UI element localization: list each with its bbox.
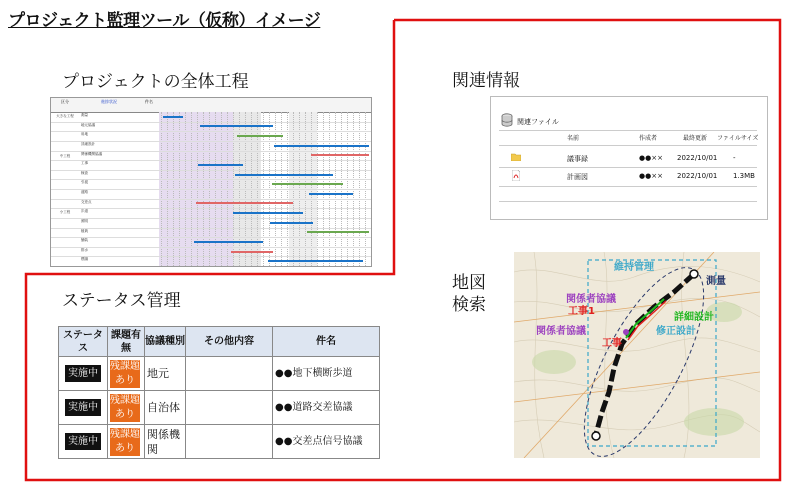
gantt-row-divider <box>51 122 371 123</box>
gantt-row-divider <box>51 266 371 267</box>
gantt-group-label: 小工程 <box>59 210 71 214</box>
divider <box>499 186 757 187</box>
file-author: ●●×× <box>639 154 663 162</box>
gantt-row-divider <box>51 131 371 132</box>
col-header-agency[interactable]: 協議種別 <box>145 327 186 357</box>
file-name[interactable]: 議事録 <box>567 155 588 163</box>
map-annotation-works1: 工事1 <box>568 306 595 317</box>
gantt-row-label: 関係機関協議 <box>81 151 102 156</box>
pdf-icon <box>512 170 520 181</box>
gantt-row-label: 引渡 <box>81 180 88 185</box>
related-files-panel[interactable] <box>490 96 768 220</box>
gantt-bar[interactable] <box>270 222 313 224</box>
gantt-row-label: 測量 <box>81 113 88 117</box>
gantt-row-divider <box>51 237 371 238</box>
gantt-group-label: 中工程 <box>59 154 71 158</box>
other-cell <box>186 425 273 459</box>
gantt-bar[interactable] <box>194 241 263 243</box>
map-annotation-survey: 測量 <box>706 276 726 287</box>
gantt-header-progress: 進捗状況 <box>101 99 117 104</box>
file-size: 1.3MB <box>733 172 755 180</box>
col-header-name[interactable]: 名前 <box>567 135 580 142</box>
map-view[interactable] <box>514 252 760 458</box>
status-table <box>58 326 380 459</box>
subject-cell[interactable]: ●●交差点信号協議 <box>273 425 380 459</box>
divider <box>499 201 757 202</box>
status-section-label: ステータス管理 <box>62 291 181 311</box>
col-header-issue[interactable]: 課題有無 <box>108 327 145 357</box>
gantt-row-label: 工事 <box>81 161 88 166</box>
gantt-row-divider <box>51 141 371 142</box>
divider <box>499 130 757 131</box>
status-badge: 実施中 <box>65 365 101 382</box>
agency-cell: 自治体 <box>145 391 186 425</box>
gantt-bar[interactable] <box>272 183 343 185</box>
gantt-row-label: 標識 <box>81 257 88 262</box>
file-updated: 2022/10/01 <box>677 172 718 180</box>
map-annotation-works2: 工事 <box>602 338 622 349</box>
gantt-bar[interactable] <box>196 202 293 204</box>
file-updated: 2022/10/01 <box>677 154 718 162</box>
agency-cell: 関係機関 <box>145 425 186 459</box>
gantt-bar[interactable] <box>307 231 369 233</box>
gantt-row-divider <box>51 247 371 248</box>
issue-badge: 残課題あり <box>110 360 140 386</box>
gantt-row-divider <box>51 208 371 209</box>
file-author: ●●×× <box>639 172 663 180</box>
gantt-row-divider <box>51 256 371 257</box>
issue-badge: 残課題あり <box>110 428 140 454</box>
col-header-status[interactable]: ステータス <box>59 327 108 357</box>
gantt-group-label: 大きな工程 <box>56 114 74 118</box>
gantt-row-label: 舗装 <box>81 238 88 243</box>
folder-icon <box>511 153 521 161</box>
map-label-line2: 検索 <box>452 295 486 315</box>
gantt-bar[interactable] <box>163 116 183 118</box>
file-size: - <box>733 154 736 162</box>
col-header-subject[interactable]: 件名 <box>273 327 380 357</box>
gantt-row-label: 歩道 <box>81 209 88 214</box>
gantt-row-divider <box>51 179 371 180</box>
table-row[interactable] <box>59 425 380 459</box>
subject-cell[interactable]: ●●道路交差協議 <box>273 391 380 425</box>
gantt-section-label: プロジェクトの全体工程 <box>62 72 249 92</box>
related-folder-name[interactable]: 関連ファイル <box>517 118 559 126</box>
map-annotation-correction: 修正設計 <box>656 326 696 337</box>
gantt-bar[interactable] <box>268 260 363 262</box>
col-header-author[interactable]: 作成者 <box>639 135 658 142</box>
divider <box>499 145 757 146</box>
col-header-other[interactable]: その他内容 <box>186 327 273 357</box>
gantt-header-name: 件名 <box>145 99 153 104</box>
file-row[interactable] <box>505 151 759 167</box>
gantt-bar[interactable] <box>233 212 303 214</box>
gantt-bar[interactable] <box>235 174 333 176</box>
related-section-label: 関連情報 <box>452 71 520 91</box>
gantt-row-label: 用地 <box>81 132 88 137</box>
gantt-chart[interactable] <box>50 97 372 267</box>
issue-badge: 残課題あり <box>110 394 140 420</box>
gantt-row-label: 詳細設計 <box>81 141 95 146</box>
gantt-row-label: 道路 <box>81 190 88 194</box>
agency-cell: 地元 <box>145 357 186 391</box>
gantt-row-label: 排水 <box>81 247 88 252</box>
table-row[interactable] <box>59 391 380 425</box>
map-annotation-design: 詳細設計 <box>674 312 714 323</box>
database-icon <box>501 113 513 127</box>
col-header-updated[interactable]: 最終更新 <box>683 135 708 142</box>
status-badge: 実施中 <box>65 399 101 416</box>
route-end-marker[interactable] <box>592 432 600 440</box>
file-row[interactable] <box>505 169 759 185</box>
map-section-label <box>452 272 486 316</box>
table-row[interactable] <box>59 357 380 391</box>
stakeholder-marker[interactable] <box>623 329 629 335</box>
other-cell <box>186 357 273 391</box>
map-annotation-stakeholder2: 関係者協議 <box>536 326 586 337</box>
gantt-row-divider <box>51 199 371 200</box>
gantt-row-label: 検査 <box>81 170 88 175</box>
gantt-row-divider <box>51 170 371 171</box>
route-start-marker[interactable] <box>690 270 698 278</box>
gantt-bar[interactable] <box>274 145 369 147</box>
gantt-row-divider <box>51 228 371 229</box>
col-header-size[interactable]: ファイルサイズ <box>717 135 759 142</box>
gantt-row-label: 植栽 <box>81 228 88 233</box>
gantt-bar[interactable] <box>237 135 283 137</box>
gantt-row-divider <box>51 189 371 190</box>
divider <box>499 167 757 168</box>
gantt-bar[interactable] <box>198 164 243 166</box>
gantt-row-label: 交差点 <box>81 199 92 204</box>
map-annotation-stakeholder1: 関係者協議 <box>566 294 616 305</box>
gantt-bar[interactable] <box>231 251 273 253</box>
gantt-row-divider <box>51 160 371 161</box>
gantt-bar[interactable] <box>311 154 369 156</box>
map-annotation-maintenance: 維持管理 <box>614 262 654 273</box>
gantt-header <box>51 98 371 113</box>
gantt-bar[interactable] <box>200 125 273 127</box>
other-cell <box>186 391 273 425</box>
gantt-header-type: 区分 <box>61 99 69 104</box>
gantt-row-divider <box>51 218 371 219</box>
file-name[interactable]: 計画図 <box>567 173 588 181</box>
gantt-row-label: 照明 <box>81 218 88 223</box>
gantt-row-label: 地元協議 <box>81 122 95 127</box>
map-label-line1: 地図 <box>452 273 486 293</box>
gantt-bar[interactable] <box>309 193 353 195</box>
status-badge: 実施中 <box>65 433 101 450</box>
page-title: プロジェクト監理ツール（仮称）イメージ <box>8 11 321 31</box>
subject-cell[interactable]: ●●地下横断歩道 <box>273 357 380 391</box>
